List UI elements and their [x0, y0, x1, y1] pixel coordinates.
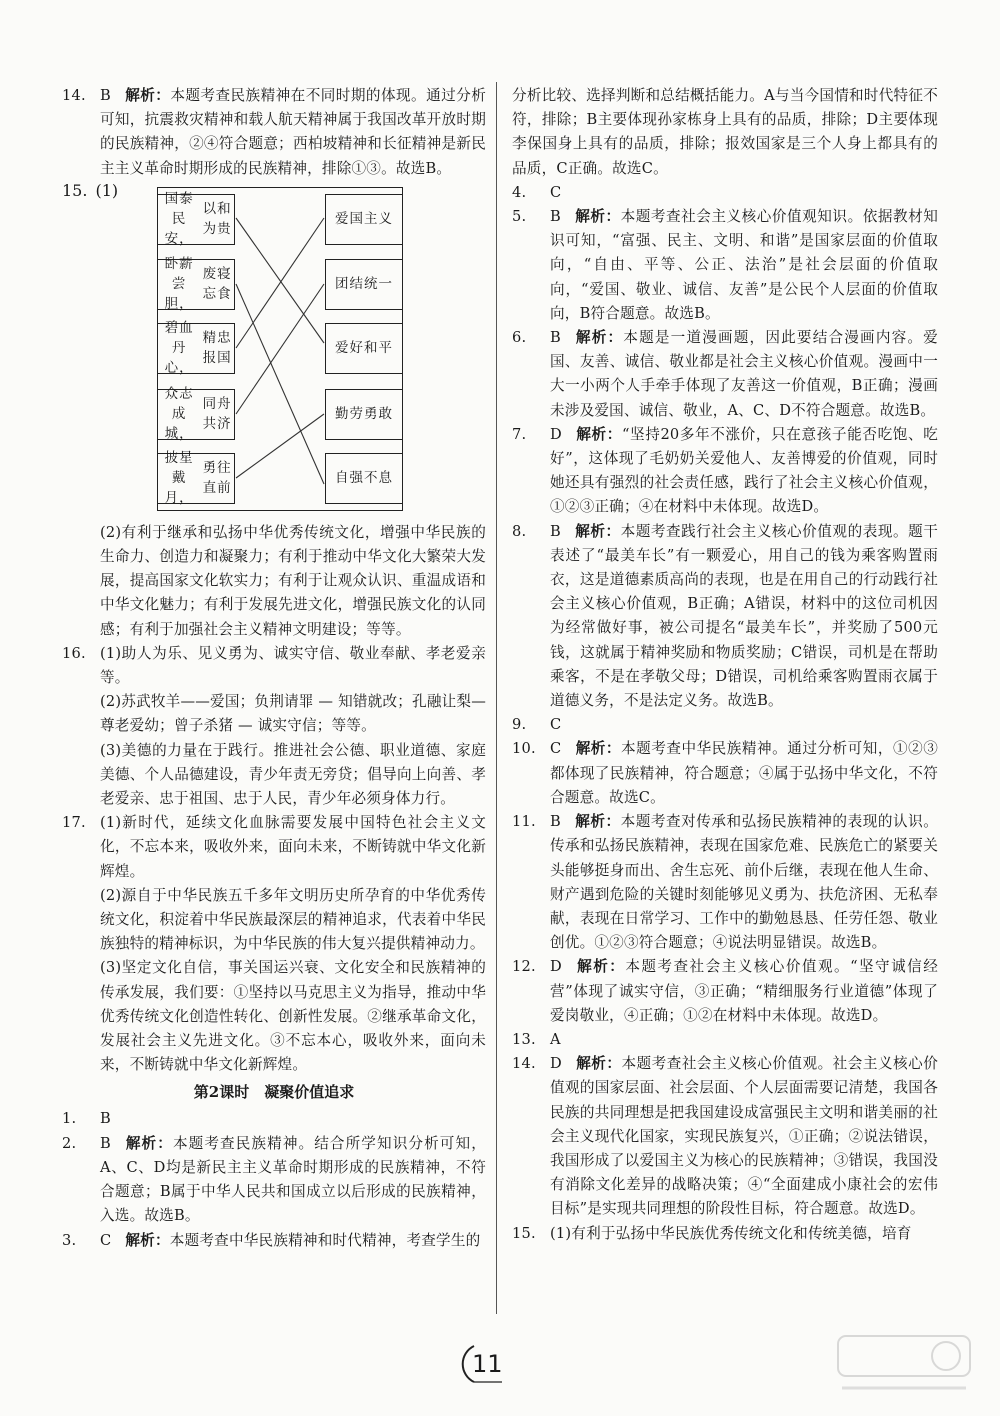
item-number: 7.	[512, 425, 527, 443]
item-number: 12.	[512, 958, 536, 976]
analysis-tag: 解析：	[574, 813, 621, 831]
answer-letter: A	[550, 1030, 561, 1048]
spirit-box: 自强不息	[325, 453, 403, 504]
answer-letter: D	[550, 1055, 562, 1073]
answer-letter: B	[100, 1134, 111, 1152]
analysis-text: 本题考查民族精神。结合所学知识分析可知，A、C、D均是新民主主义革命时期形成的民族精神，不符合题意；B属于中华人民共和国成立以后形成的民族精神，入选。故选B。	[100, 1134, 486, 1225]
item-number: 3.	[62, 1231, 77, 1249]
item-number: 4.	[512, 183, 527, 201]
answer-item	[512, 955, 938, 1028]
answer-part: (3)坚定文化自信，事关国运兴衰、文化安全和民族精神的传承发展，我们要：①坚持以马克思主义为指导，推动中华优秀传统文化创造性转化、创新性发展。②继承革命文化，发展社会主义先进文化。③不忘本心，吸收外来，面向未来，不断铸就中华文化新辉煌。	[100, 959, 486, 1074]
answer-part: (3)美德的力量在于践行。推进社会公德、职业道德、家庭美德、个人品德建设，青少年责无旁贷；倡导向上向善、孝老爱亲、忠于祖国、忠于人民，青少年必须身体力行。	[100, 741, 486, 808]
left-column	[62, 84, 486, 1253]
answer-item	[62, 84, 486, 181]
spirit-box: 勤劳勇敢	[325, 389, 403, 440]
answer-letter: C	[550, 183, 562, 201]
analysis-text: 本题考查对传承和弘扬民族精神的表现的认识。传承和弘扬民族精神，表现在国家危难、民族危亡的紧要关头能够挺身而出、舍生忘死、前仆后继，表现在他人生命、财产遇到危险的关键时刻能够见义勇为、扶危济困、无私奉献，表现在日常学习、工作中的勤勉恳恳、任劳任怨、敬业创优。①②③符合题意；④说法明显错误。故选B。	[550, 813, 938, 952]
analysis-text: 本题考查社会主义核心价值观。“坚守诚信经营”体现了诚实守信，③正确；“精细服务行业道德”体现了爱岗敬业，④正确；①②在材料中未体现。故选D。	[550, 958, 938, 1024]
answer-item	[512, 423, 938, 520]
answer-item	[512, 181, 938, 205]
item-number: 6.	[512, 329, 527, 347]
item-number: 10.	[512, 740, 536, 758]
answer-item	[512, 1052, 938, 1221]
answer-letter: D	[550, 958, 562, 976]
answer-part: (1)有利于弘扬中华民族优秀传统文化和传统美德，培育	[550, 1224, 912, 1242]
answer-item	[512, 1028, 938, 1052]
analysis-tag: 解析：	[124, 87, 171, 104]
analysis-tag: 解析：	[574, 522, 621, 540]
answer-letter: B	[550, 522, 561, 540]
answer-letter: B	[100, 1110, 111, 1128]
answer-item	[512, 737, 938, 810]
analysis-text: 本题考查社会主义核心价值观知识。依据教材知识可知，“富强、民主、文明、和谐”是国家层面的价值取向，“自由、平等、公正、法治”是社会层面的价值取向，“爱国、敬业、诚信、友善”是公民个人层面的价值取向，B符合题意。故选B。	[550, 208, 938, 322]
answer-part: (1)助人为乐、见义勇为、诚实守信、敬业奉献、孝老爱亲等。	[100, 644, 486, 687]
analysis-tag: 解析：	[574, 208, 621, 226]
idiom-box: 披星戴月， 勇往直前	[157, 453, 235, 504]
idiom-box: 卧薪尝胆， 废寝忘食	[157, 259, 235, 310]
answer-item	[62, 811, 486, 884]
answer-part: (2)源自于中华民族五千多年文明历史所孕育的中华优秀传统文化，积淀着中华民族最深层的精神追求，代表着中华民族独特的精神标识，为中华民族的伟大复兴提供精神动力。	[100, 886, 486, 953]
spirit-box: 爱国主义	[325, 194, 403, 245]
answer-part: (1)新时代，延续文化血脉需要发展中国特色社会主义文化，不忘本来，吸收外来，面向未来，不断铸就中华文化新辉煌。	[100, 814, 486, 880]
analysis-tag: 解析：	[574, 329, 624, 347]
watermark-logo	[834, 1332, 974, 1396]
analysis-tag: 解析：	[575, 1055, 622, 1073]
answer-part: (2)有利于继承和弘扬中华优秀传统文化，增强中华民族的生命力、创造力和凝聚力；有利于推动中华文化大繁荣大发展，提高国家文化软实力；有利于让观众认识、重温成语和中华文化魅力；有利于发展先进文化，增强民族文化的认同感；有利于加强社会主义精神文明建设；等等。	[100, 523, 486, 638]
answer-letter: C	[100, 1231, 112, 1249]
spirit-box: 爱好和平	[325, 323, 403, 374]
answer-item	[62, 642, 486, 690]
idiom-box: 众志成城， 同舟共济	[157, 389, 235, 440]
analysis-tag: 解析：	[575, 425, 622, 443]
spirit-box: 团结统一	[325, 259, 403, 310]
answer-item	[62, 1229, 486, 1253]
idiom-box: 国泰民安， 以和为贵	[157, 194, 235, 245]
answer-letter: B	[550, 329, 561, 347]
item-number: 15.	[512, 1224, 536, 1242]
answer-letter: C	[550, 740, 562, 758]
item-number: 9.	[512, 716, 527, 734]
item-number: 2.	[62, 1134, 77, 1152]
item-number: 17.	[62, 814, 86, 832]
item-number: 11.	[512, 813, 536, 831]
answer-item	[62, 1107, 486, 1131]
answer-item	[512, 520, 938, 714]
answer-letter: B	[550, 208, 561, 226]
answer-item	[62, 1132, 486, 1229]
idiom-box: 碧血丹心， 精忠报国	[157, 323, 235, 374]
answer-part: (2)苏武牧羊——爱国；负荆请罪 — 知错就改；孔融让梨— 尊老爱幼；曾子杀猪 — 诚实守信；等等。	[100, 693, 487, 735]
page-number: 11	[458, 1342, 510, 1386]
analysis-tag: 解析：	[575, 958, 626, 976]
answer-letter: B	[550, 813, 561, 831]
answer-letter: B	[100, 87, 111, 104]
analysis-text: “坚持20多年不涨价，只在意孩子能否吃饱、吃好”，这体现了毛奶奶关爱他人、友善博爱的价值观，同时她还具有强烈的社会责任感，践行了社会主义核心价值观，①②③正确；④在材料中未体现。故选D。	[550, 425, 938, 516]
right-column	[512, 84, 938, 1246]
item-number: 15. (1)	[62, 180, 119, 200]
analysis-tag: 解析：	[575, 740, 622, 758]
matching-question	[62, 181, 486, 521]
analysis-text: 本题考查中华民族精神和时代精神，考查学生的	[169, 1231, 481, 1249]
answer-letter: C	[550, 716, 562, 734]
analysis-text: 本题是一道漫画题，因此要结合漫画内容。爱国、友善、诚信、敬业都是社会主义核心价值观。漫画中一大一小两个人手牵手体现了友善这一价值观，B正确；漫画未涉及爱国、诚信、敬业，A、C、D不符合题意。故选B。	[550, 329, 938, 419]
item-number: 14.	[62, 87, 86, 104]
analysis-text: 本题考查民族精神在不同时期的体现。通过分析可知，抗震救灾精神和载人航天精神属于我国改革开放时期的民族精神，②④符合题意；西柏坡精神和长征精神是新民主主义革命时期形成的民族精神，排除①③。故选B。	[100, 87, 486, 177]
answer-item	[512, 713, 938, 737]
analysis-text: 本题考查中华民族精神。通过分析可知，①②③都体现了民族精神，符合题意；④属于弘扬中华文化，不符合题意。故选C。	[550, 740, 939, 806]
analysis-text: 本题考查践行社会主义核心价值观的表现。题干表述了“最美车长”有一颗爱心，用自己的钱为乘客购置雨衣，这是道德素质高尚的表现，也是在用自己的行动践行社会主义核心价值观，B正确；A错误，材料中的这位司机因为经常做好事，被公司提名“最美车长”，并奖励了500元钱，这就属于精神奖励和物质奖励；C错误，司机是在帮助乘客，不是在孝敬父母；D错误，司机给乘客购置雨衣属于道德义务，不是法定义务。故选B。	[550, 522, 938, 710]
answer-item	[512, 810, 938, 955]
answer-item	[512, 1222, 938, 1246]
column-divider	[496, 82, 497, 1314]
analysis-text: 本题考查社会主义核心价值观。社会主义核心价值观的国家层面、社会层面、个人层面需要记清楚，我国各民族的共同理想是把我国建设成富强民主文明和谐美丽的社会主义现代化国家，实现民族复兴，①正确；②说法错误，我国形成了以爱国主义为核心的民族精神；③错误，我国没有消除文化差异的战略决策；④“全面建成小康社会的宏伟目标”是实现共同理想的阶段性目标，符合题意。故选D。	[550, 1055, 938, 1218]
analysis-tag: 解析：	[124, 1134, 173, 1152]
answer-item	[512, 326, 938, 423]
answer-item	[512, 205, 938, 326]
item-number: 1.	[62, 1110, 77, 1128]
section-title: 第2课时 凝聚价值追求	[193, 1083, 355, 1102]
item-number: 5.	[512, 208, 527, 226]
matching-diagram	[157, 187, 403, 511]
item-number: 14.	[512, 1055, 536, 1073]
answer-letter: D	[550, 425, 562, 443]
analysis-tag: 解析：	[125, 1231, 170, 1249]
item-number: 16.	[62, 644, 86, 662]
continued-text: 分析比较、选择判断和总结概括能力。A与当今国情和时代特征不符，排除；B主要体现孙家栋身上具有的品质，排除；D主要体现李保国身上具有的品质，排除；报效国家是三个人身上都具有的品质，C正确。故选C。	[512, 87, 938, 177]
item-number: 13.	[512, 1030, 536, 1048]
item-number: 8.	[512, 522, 527, 540]
